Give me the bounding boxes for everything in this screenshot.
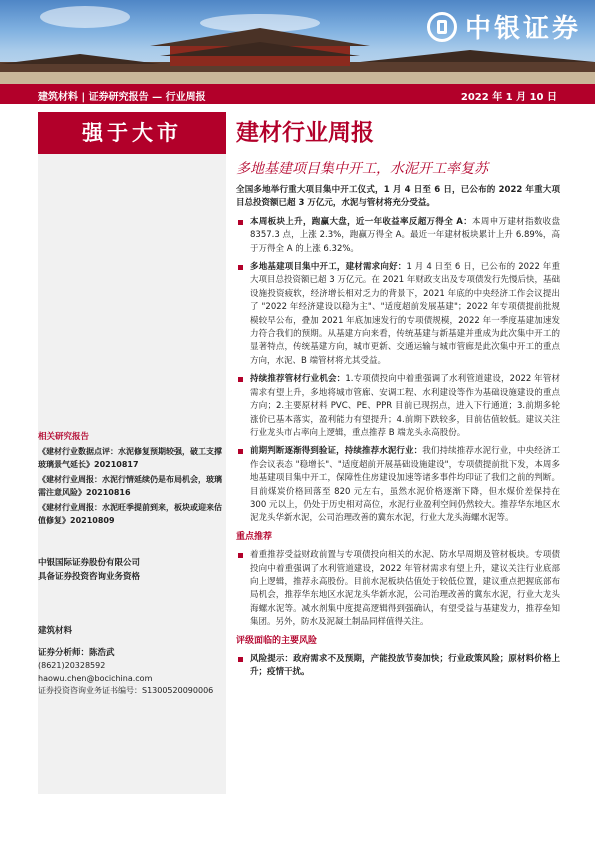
- bank-logo-icon: [427, 12, 457, 42]
- point-heading: 多地基建项目集中开工，建材需求向好：: [250, 262, 407, 273]
- related-report: 《建材行业周报：水泥旺季提前到来，板块或迎来估值修复》20210809: [38, 503, 222, 525]
- analyst-cert: 证券投资咨询业务证书编号：S1300520090006: [38, 686, 214, 695]
- list-item: [236, 445, 560, 525]
- point-text: 我们持续推荐水泥行业，中央经济工作会议表态 "稳增长"、"适度超前开展基础设施建设"，专项债提前批下发，本周多地基建项目集中开工，保障性住房建设加速等诸多事件均印证了我们之前的判断。目前煤炭价格回落至 820 元左右，虽然水泥价格逐渐下降，但水煤价差保持在 300 元以上，仍处于历史相对高位，水泥行业盈利空间仍然较大。推荐华东地区水泥龙头华新水泥，公司治理改善的冀东水泥，行业大龙头海螺水泥等。: [250, 446, 560, 524]
- company-logo: [427, 8, 581, 45]
- report-body: [236, 184, 560, 680]
- intro-paragraph: 全国多地举行重大项目集中开工仪式，1 月 4 日至 6 日，已公布的 2022 年重大项目总投资额已超 3 万亿元，水泥与管材将充分受益。: [236, 185, 560, 209]
- risk-item: [236, 653, 560, 680]
- cover-banner: [0, 0, 595, 84]
- logo-text: 中银证券: [464, 14, 581, 44]
- focus-heading: 重点推荐: [236, 531, 273, 542]
- analyst-name: 证券分析师：陈浩武: [38, 648, 115, 658]
- related-reports-list: [38, 445, 226, 529]
- report-subtitle: 多地基建项目集中开工，水泥开工率复苏: [236, 161, 488, 177]
- rating-badge: 强于大市: [38, 112, 226, 154]
- point-text: 本周申万建材指数收盘 8357.3 点，上涨 2.3%，跑赢万得全 A。最近一年建材板块累计上升 6.89%，高于万得全 A 的上涨 6.32%。: [250, 216, 560, 254]
- list-item: [236, 373, 560, 440]
- analyst-phone: (8621)20328592: [38, 661, 106, 670]
- company-name: 中银国际证券股份有限公司: [38, 558, 141, 568]
- report-category: 建筑材料 | 证券研究报告 — 行业周报: [38, 92, 206, 103]
- report-date: 2022 年 1 月 10 日: [460, 92, 557, 103]
- company-info: [38, 556, 140, 584]
- related-report: 《建材行业数据点评：水泥修复预期较强，破工支撑玻璃景气延长》20210817: [38, 447, 222, 469]
- company-qualification: 具备证券投资咨询业务资格: [38, 572, 141, 582]
- related-reports-heading: 相关研究报告: [38, 432, 90, 442]
- point-heading: 持续推荐管材行业机会：: [250, 374, 346, 385]
- key-points: [236, 216, 560, 526]
- point-text: 1 月 4 日至 6 日，已公布的 2022 年重大项目总投资额已超 3 万亿元。在 2021 年财政支出及专项债发行先慢后快，基础设施投资疲软，经济增长相对乏力的背景下，2021 年底的中央经济工作会议提出了 "2022 年经济建设以稳为主"、"适度超前发展基建"；2022 年专项债提前批规模较早公布，叠加 2021 年底加速发行的专项债规模，2022 年一季度基建加速发力符合我们的预期。从基建方向来看，传统基建与新基建并重成为此次集中开工的显著特点，传统基建方向，城市更新、交通运输与城市管廊是此次集中开工的重点方向，水泥、B 端管材将尤其受益。: [250, 262, 560, 366]
- point-text: 1.专项债投向中着重强调了水利管道建设，2022 年管材需求有望上升，多地将城市管廊、安调工程、水利建设等作为基础设施建设的重点方向；2.主要原材料 PVC、PE、PPR 目前已现拐点，进入下行通道；3.前期多轮涨价已基本落实，盈利能力有望提升；4.前期下跌较多，目前估值较低。建议关注行业龙头市占率向上逻辑，重点推荐 B 端龙头永高股份。: [250, 374, 560, 438]
- sector-label: 建筑材料: [38, 626, 73, 636]
- related-report: 《建材行业周报：水泥行情延续仍是布局机会，玻璃需注意风险》20210816: [38, 475, 222, 497]
- point-heading: 前期判断逐渐得到验证，持续推荐水泥行业：: [250, 446, 423, 457]
- list-item: [236, 261, 560, 368]
- focus-item: [236, 549, 560, 629]
- focus-text: 着重推荐受益财政前置与专项债投向相关的水泥、防水早周期及管材板块。专项债投向中着重强调了水利管道建设，2022 年管材需求有望上升，建议关注行业底部向上逻辑，推荐永高股份。目前水泥板块估值处于较低位置，建议重点把握底部布局机会，推荐华东地区水泥龙头华新水泥，公司治理改善的冀东水泥，行业大龙头海螺水泥等。减水剂集中度提高逻辑得到强确认，有望受益与基建发力，推荐垒知集团。另外，防水及泥凝土制品同样值得关注。: [250, 550, 560, 628]
- report-header-bar: [0, 84, 595, 104]
- risk-heading: 评级面临的主要风险: [236, 635, 318, 646]
- analyst-email: haowu.chen@bocichina.com: [38, 673, 153, 683]
- point-heading: 本周板块上升，跑赢大盘，近一年收益率反超万得全 A：: [250, 216, 473, 227]
- list-item: [236, 216, 560, 256]
- report-title: 建材行业周报: [236, 119, 374, 146]
- risk-text: 风险提示：政府需求不及预期，产能投放节奏加快；行业政策风险；原材料价格上升；疫情干扰。: [250, 654, 560, 678]
- analyst-info: [38, 624, 213, 698]
